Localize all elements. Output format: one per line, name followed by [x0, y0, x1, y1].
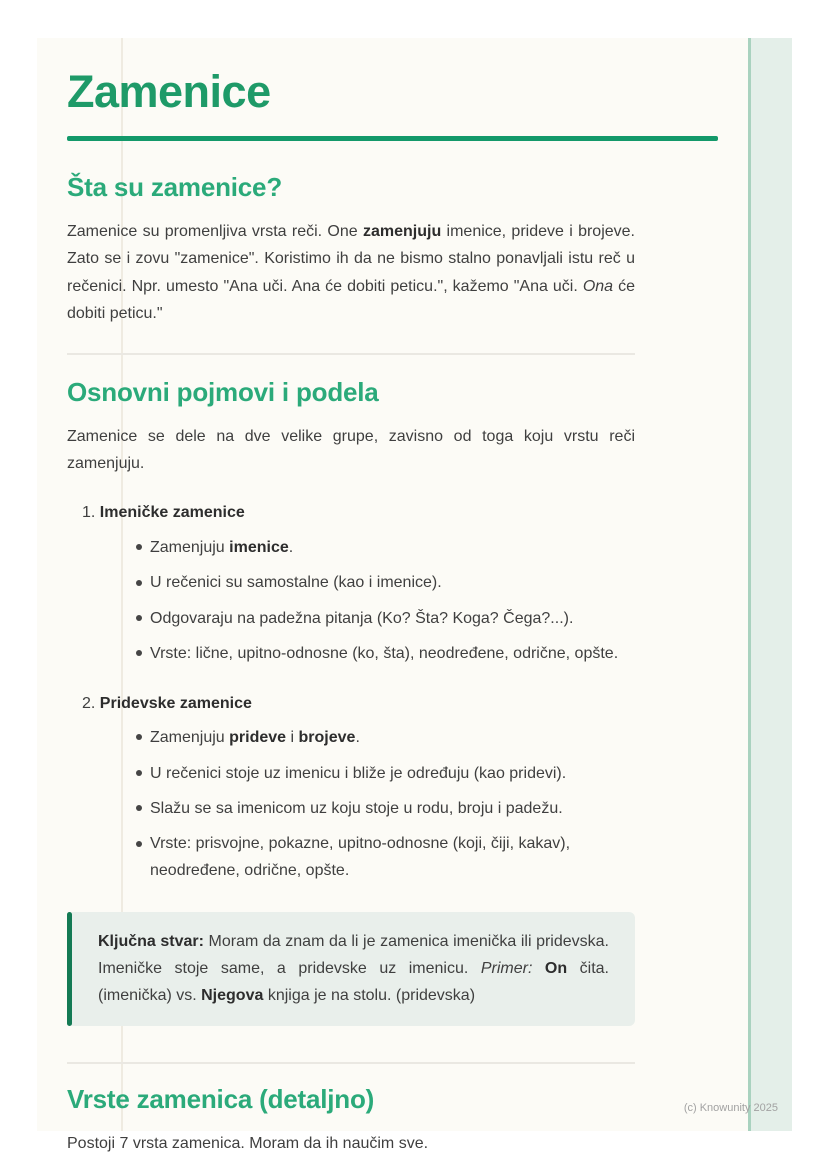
bullet-item: U rečenici stoje uz imenicu i bliže je određuju (kao pridevi). — [67, 761, 635, 787]
page-edge-strip — [748, 38, 792, 1131]
bullet-item: U rečenici su samostalne (kao i imenice). — [67, 570, 635, 596]
copyright-watermark: (c) Knowunity 2025 — [683, 1102, 778, 1114]
page-title: Zamenice — [67, 66, 271, 117]
item-number: 1. — [82, 504, 96, 522]
section-basic-concepts — [67, 377, 635, 1026]
section-divider — [67, 353, 635, 355]
bullet-item: Vrste: lične, upitno-odnosne (ko, šta), neodređene, odrične, opšte. — [67, 641, 635, 667]
document-page — [37, 38, 792, 1152]
bullet-item: Vrste: prisvojne, pokazne, upitno-odnosne (koji, čiji, kakav), neodređene, odrične, opšte. — [67, 831, 635, 884]
paragraph: Postoji 7 vrsta zamenica. Moram da ih naučim sve. — [67, 1134, 429, 1152]
bullet-item: Zamenjuju imenice. — [67, 535, 635, 561]
bullet-item: Odgovaraju na padežna pitanja (Ko? Šta? Koga? Čega?...). — [67, 606, 635, 632]
paragraph: Zamenice su promenljiva vrsta reči. One zamenjuju imenice, prideve i brojeve. Zato se i zovu "zamenice". Koristimo ih da ne bismo stalno ponavljali istu reč u rečenici. Npr. umesto "Ana uči. Ana će dobiti peticu.", kažemo "Ana uči. Ona će dobiti peticu." — [67, 223, 636, 322]
bullet-list-1 — [67, 535, 635, 668]
item-title: Pridevske zamenice — [99, 694, 252, 712]
numbered-item-1 — [67, 500, 635, 526]
key-point-callout — [67, 912, 635, 1026]
item-title: Imeničke zamenice — [99, 504, 245, 522]
title-underline-rule — [67, 136, 718, 141]
paragraph: Zamenice se dele na dve velike grupe, zavisno od toga koju vrstu reči zamenjuju. — [67, 428, 635, 473]
callout-text: Ključna stvar: Moram da znam da li je zamenica imenička ili pridevska. Imeničke stoje same, a pridevske uz imenicu. Primer: On čita. (imenička) vs. Njegova knjiga je na stolu. (pridevska) — [98, 933, 609, 1005]
numbered-item-2 — [67, 691, 635, 717]
bullet-item: Slažu se sa imenicom uz koju stoje u rodu, broju i padežu. — [67, 796, 635, 822]
bullet-list-2 — [67, 725, 635, 884]
page-content — [37, 38, 635, 1157]
section-heading: Šta su zamenice? — [67, 172, 282, 203]
item-number: 2. — [82, 694, 96, 712]
section-divider — [67, 1062, 635, 1064]
section-what-are-pronouns — [67, 172, 635, 327]
section-heading: Osnovni pojmovi i podela — [67, 377, 379, 407]
bullet-item: Zamenjuju prideve i brojeve. — [67, 725, 635, 751]
section-heading: Vrste zamenica (detaljno) — [67, 1083, 375, 1114]
callout-accent-bar — [67, 912, 72, 1026]
section-pronoun-types — [67, 1084, 635, 1157]
